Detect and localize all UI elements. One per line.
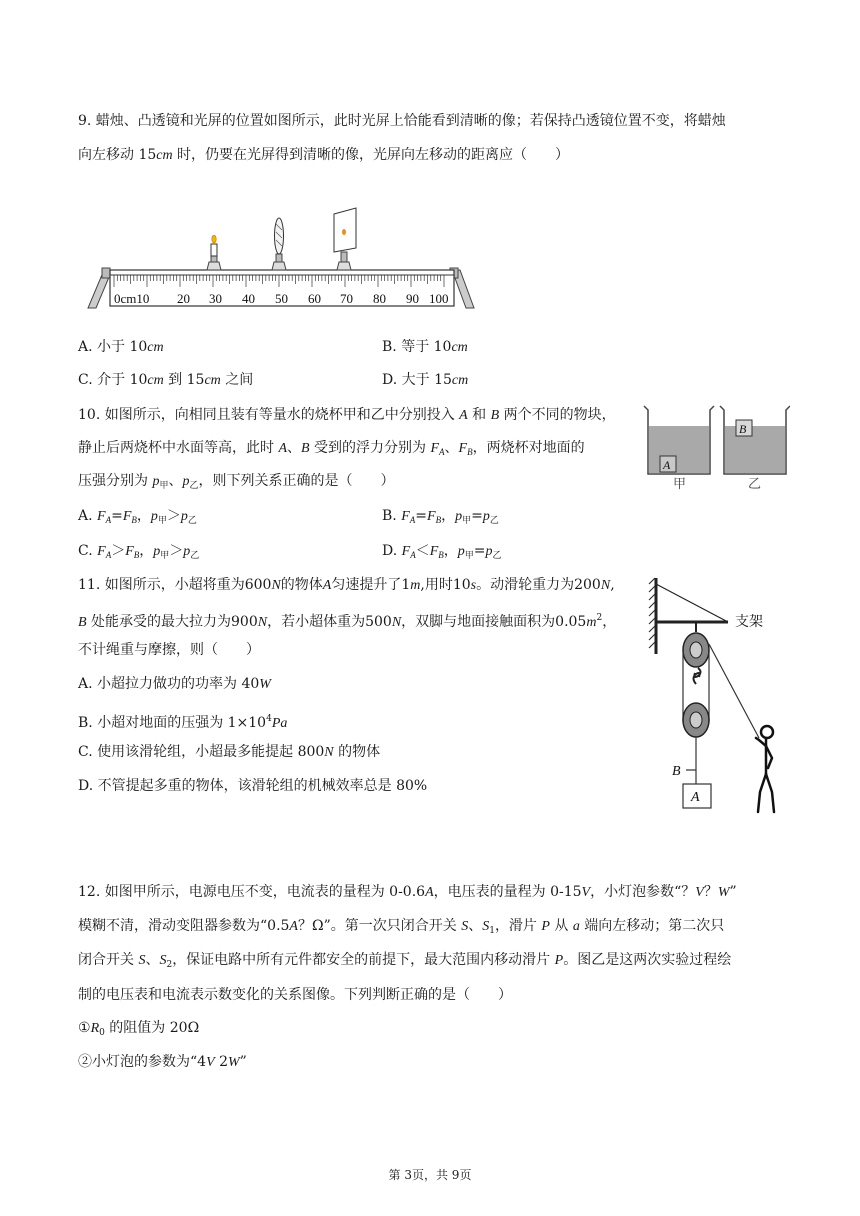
q9-option-a[interactable]: A. 小于 10cm (78, 339, 164, 355)
q12-statement-2: ②小灯泡的参数为“4V 2W” (78, 1054, 247, 1070)
q11-stem-line3: 不计绳重与摩擦，则（ ） (78, 642, 260, 658)
q10-option-c[interactable]: C. $F_A>F_B$，$p_甲>p_乙$ (78, 543, 200, 561)
light-screen-icon (334, 208, 356, 270)
q11-option-a[interactable]: A. 小超拉力做功的功率为 40W (78, 676, 271, 692)
beaker-label-jia: 甲 (673, 477, 687, 492)
candle-icon (207, 235, 221, 270)
svg-text:A: A (691, 790, 700, 805)
q11-option-d[interactable]: D. 不管提起多重的物体，该滑轮组的机械效率总是 80% (78, 778, 428, 794)
ruler-label-80: 80 (373, 291, 386, 306)
page-footer: 第 3页，共 9页 (388, 1168, 472, 1182)
q12-statement-1: $①R_0$ 的阻值为 20Ω (78, 1020, 200, 1038)
svg-text:B: B (739, 422, 747, 436)
q10-stem-line2: 静止后两烧杯中水面等高，此时 A、B 受到的浮力分别为 $F_A$、$F_B$，两烧杯对地面的 (78, 440, 585, 457)
q9-option-c[interactable]: C. 介于 10cm 到 15cm 之间 (78, 372, 254, 388)
support-label: 支架 (735, 614, 763, 630)
q10-option-d[interactable]: D. $F_A<F_B$，$p_甲=p_乙$ (382, 543, 502, 561)
ruler-label-50: 50 (275, 291, 288, 306)
ruler-label-30: 30 (209, 291, 222, 306)
q12-stem-line1: 12. 如图甲所示，电源电压不变，电流表的量程为 0-0.6A，电压表的量程为 0-15V，小灯泡参数“？V？W” (78, 884, 737, 900)
svg-text:A: A (663, 458, 671, 472)
q10-stem-line3: 压强分别为 $p_甲$、$p_乙$，则下列关系正确的是（ ） (78, 473, 395, 491)
ruler-label-0: 0cm10 (114, 291, 150, 306)
q11-pulley-figure (646, 574, 796, 816)
ruler-label-90: 90 (406, 291, 419, 306)
ruler-label-70: 70 (340, 291, 353, 306)
q11-option-b[interactable]: B. 小超对地面的压强为 $1\times 10^4Pa$ (78, 714, 288, 731)
q9-stem-line2: 向左移动 15cm 时，仍要在光屏得到清晰的像，光屏向左移动的距离应（ ） (78, 147, 570, 163)
q12-stem-line3: 闭合开关 S、$S_2$，保证电路中所有元件都安全的前提下，最大范围内移动滑片 P。图乙是这两次实验过程绘 (78, 952, 732, 970)
q9-optical-bench-figure (86, 204, 476, 314)
q11-stem-line1: 11. 如图所示，小超将重为600N的物体A匀速提升了1m,用时10s。动滑轮重力为200N, (78, 577, 615, 593)
q10-option-b[interactable]: B. $F_A=F_B$，$p_甲=p_乙$ (382, 508, 499, 526)
q9-option-b[interactable]: B. 等于 10cm (382, 339, 468, 355)
q10-option-a[interactable]: A. $F_A=F_B$，$p_甲>p_乙$ (78, 508, 197, 526)
ruler-label-60: 60 (308, 291, 321, 306)
ruler-label-100: 100 (429, 291, 449, 306)
q12-stem-line4: 制的电压表和电流表示数变化的关系图像。下列判断正确的是（ ） (78, 987, 512, 1003)
point-b-label: B (672, 764, 681, 779)
q10-stem-line1: 10. 如图所示，向相同且装有等量水的烧杯甲和乙中分别投入 A 和 B 两个不同的物块， (78, 407, 616, 423)
q12-stem-line2: 模糊不清，滑动变阻器参数为“0.5A？Ω”。第一次只闭合开关 S、$S_1$，滑片 P 从 a 端向左移动；第二次只 (78, 918, 725, 936)
person-icon (756, 726, 774, 812)
q9-stem-line1: 9. 蜡烛、凸透镜和光屏的位置如图所示，此时光屏上恰能看到清晰的像；若保持凸透镜位置不变，将蜡烛 (78, 113, 726, 129)
ruler-label-20: 20 (177, 291, 190, 306)
convex-lens-icon (272, 218, 286, 270)
q10-beakers-figure (640, 400, 790, 492)
q11-option-c[interactable]: C. 使用该滑轮组，小超最多能提起 800N 的物体 (78, 744, 381, 760)
ruler-label-40: 40 (242, 291, 255, 306)
beaker-label-yi: 乙 (748, 477, 762, 492)
q9-option-d[interactable]: D. 大于 15cm (382, 372, 469, 388)
q11-stem-line2: B 处能承受的最大拉力为900N，若小超体重为500N，双脚与地面接触面积为$0.05m^2$， (78, 613, 617, 630)
